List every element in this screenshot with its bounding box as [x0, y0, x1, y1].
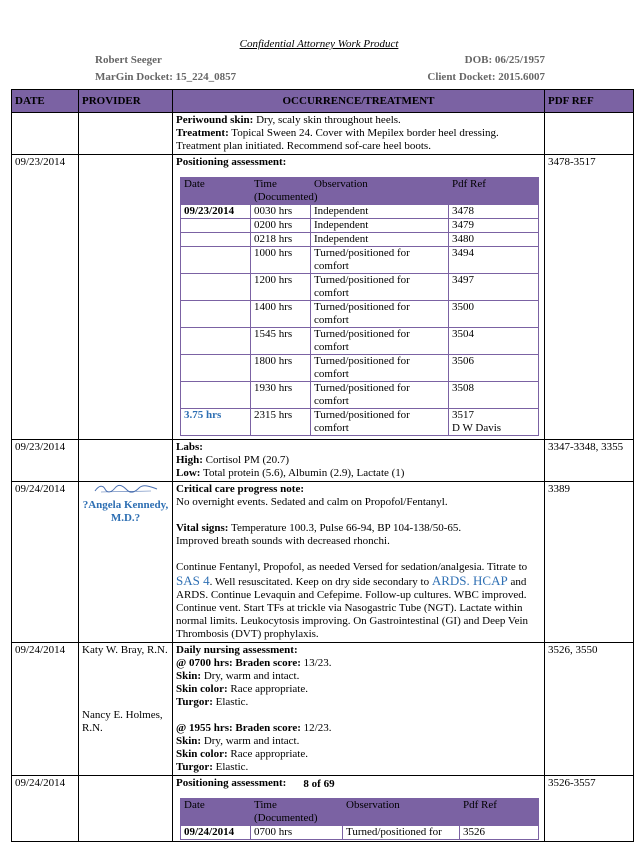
text: 12/23. [300, 722, 332, 734]
pdf-ref: 3504 [449, 328, 539, 355]
time: 0030 hrs [251, 205, 311, 219]
row-provider [79, 113, 173, 155]
duration: 3.75 hrs [181, 409, 251, 436]
text: Improved breath sounds with decreased rhonchi. [176, 535, 390, 547]
provider-name: Nancy E. Holmes, R.N. [82, 709, 163, 734]
observation: Turned/positioned for comfort [311, 355, 449, 382]
sub-header-pdf-ref: Pdf Ref [460, 799, 539, 826]
row-occurrence [173, 113, 545, 155]
observation: Independent [311, 219, 449, 233]
label: Skin: [176, 735, 202, 747]
section-title: Critical care progress note: [176, 483, 304, 495]
subtable-row [181, 826, 539, 840]
pdf-ref: 3479 [449, 219, 539, 233]
row-date [12, 113, 79, 155]
observation: Turned/positioned for comfort [311, 301, 449, 328]
row-occurrence [173, 643, 545, 776]
table-row [12, 643, 634, 776]
col-occurrence-header: OCCURRENCE/TREATMENT [173, 90, 545, 113]
subtable-row [181, 301, 539, 328]
row-pdf-ref: 3389 [545, 482, 634, 643]
sub-header-date: Date [181, 178, 251, 205]
col-date-header: DATE [12, 90, 79, 113]
time: 0200 hrs [251, 219, 311, 233]
pdf-ref: 3480 [449, 233, 539, 247]
label: @ 1955 hrs: Braden score: [176, 722, 301, 734]
text: Temperature 100.3, Pulse 66-94, BP 104-138/50-65. [228, 522, 462, 534]
table-header-row [12, 90, 634, 113]
table-row [12, 440, 634, 482]
row-date: 09/24/2014 [12, 776, 79, 842]
label: Skin: [176, 670, 202, 682]
col-pdf-header: PDF REF [545, 90, 634, 113]
text: Dry, warm and intact. [201, 670, 300, 682]
subtable-row [181, 219, 539, 233]
row-date: 09/23/2014 [12, 440, 79, 482]
row-occurrence [173, 482, 545, 643]
subtable-row [181, 274, 539, 301]
observation: Turned/positioned for comfort [311, 382, 449, 409]
observation: Independent [311, 233, 449, 247]
subtable-row [181, 205, 539, 219]
pdf-ref: 3494 [449, 247, 539, 274]
subtable-row [181, 233, 539, 247]
patient-dob: DOB: 06/25/1957 [464, 54, 545, 66]
positioning-subtable [180, 177, 539, 436]
text: Total protein (5.6), Albumin (2.9), Lactate (1) [200, 467, 405, 479]
row-provider [79, 440, 173, 482]
date [181, 233, 251, 247]
time: 0700 hrs [251, 826, 343, 840]
date [181, 328, 251, 355]
label: Skin color: [176, 683, 228, 695]
provider-name: Katy W. Bray, R.N. [82, 644, 168, 656]
section-title: Positioning assessment: [176, 156, 287, 168]
time: 1545 hrs [251, 328, 311, 355]
time: 1000 hrs [251, 247, 311, 274]
row-date: 09/23/2014 [12, 155, 79, 440]
row-pdf-ref [545, 113, 634, 155]
page-number: 8 of 69 [303, 778, 335, 790]
sub-header-time: Time (Documented) [251, 178, 311, 205]
label: Skin color: [176, 748, 228, 760]
observation: Independent [311, 205, 449, 219]
subtable-body [181, 205, 539, 409]
text: Race appropriate. [227, 748, 308, 760]
subtable-row [181, 382, 539, 409]
subtable-header [181, 178, 539, 205]
pdf-ref: 3497 [449, 274, 539, 301]
text: Topical Sween 24. Cover with Mepilex border heel dressing. [228, 127, 499, 139]
date: 09/24/2014 [181, 826, 251, 840]
label: @ 0700 hrs: Braden score: [176, 657, 301, 669]
positioning-subtable [180, 798, 539, 840]
row-pdf-ref: 3526-3557 [545, 776, 634, 842]
date [181, 301, 251, 328]
pdf-ref: 3526 [460, 826, 539, 840]
label: Low: [176, 467, 201, 479]
patient-name: Robert Seeger [95, 54, 162, 66]
plan-paragraph: Continue Fentanyl, Propofol, as needed Versed for sedation/analgesia. Titrate to SAS 4. Well resuscitated. Keep on dry side secondary to ARDS. HCAP and ARDS. Continue Levaquin and Cefepime. Follow-up cultures. WBC improved. Continue vent. Start TFs at trickle via Nasogastric Tube (NGT). Lactate within normal limits. Leukocytosis improving. On Gastrointestinal (GI) and Deep Vein Thrombosis (DVT) prophylaxis. [176, 561, 529, 640]
signature-image [93, 483, 159, 495]
text: Dry, warm and intact. [201, 735, 300, 747]
row-provider [79, 482, 173, 643]
row-occurrence [173, 155, 545, 440]
row-provider [79, 155, 173, 440]
row-date: 09/24/2014 [12, 482, 79, 643]
provider-name: ?Angela Kennedy, M.D.? [82, 499, 169, 524]
observation: Turned/positioned for comfort [311, 247, 449, 274]
sub-header-pdf-ref: Pdf Ref [449, 178, 539, 205]
chronology-table [11, 89, 634, 842]
label: High: [176, 454, 203, 466]
subtable-row [181, 328, 539, 355]
observation: Turned/positioned for comfort [311, 409, 449, 436]
date [181, 274, 251, 301]
table-row [12, 113, 634, 155]
time: 1400 hrs [251, 301, 311, 328]
pdf-ref: 3478 [449, 205, 539, 219]
table-row [12, 155, 634, 440]
date [181, 219, 251, 233]
observation: Turned/positioned for comfort [311, 328, 449, 355]
text: Elastic. [212, 761, 249, 773]
pdf-ref: 3506 [449, 355, 539, 382]
table-row [12, 482, 634, 643]
subtable-row [181, 355, 539, 382]
text: Treatment plan initiated. Recommend sof-care heel boots. [176, 140, 431, 152]
time: 1800 hrs [251, 355, 311, 382]
subtable-row [181, 247, 539, 274]
sas-link[interactable]: SAS 4 [176, 573, 210, 588]
header-line-2 [95, 71, 545, 83]
row-provider [79, 643, 173, 776]
label: Treatment: [176, 127, 229, 139]
label: Turgor: [176, 761, 213, 773]
text: Cortisol PM (20.7) [202, 454, 290, 466]
col-provider-header: PROVIDER [79, 90, 173, 113]
sub-header-observation: Observation [343, 799, 460, 826]
row-pdf-ref: 3526, 3550 [545, 643, 634, 776]
header-line-1 [95, 54, 545, 66]
text: Elastic. [212, 696, 249, 708]
text: Race appropriate. [227, 683, 308, 695]
time: 1930 hrs [251, 382, 311, 409]
sub-header-time: Time (Documented) [251, 799, 343, 826]
section-title: Positioning assessment: [176, 777, 287, 789]
time: 1200 hrs [251, 274, 311, 301]
client-docket: Client Docket: 2015.6007 [427, 71, 545, 83]
label: Vital signs: [176, 522, 229, 534]
label: Periwound skin: [176, 114, 254, 126]
margin-docket: MarGin Docket: 15_224_0857 [95, 71, 237, 83]
row-pdf-ref: 3347-3348, 3355 [545, 440, 634, 482]
pdf-ref: 3517 D W Davis [449, 409, 539, 436]
pdf-ref: 3500 [449, 301, 539, 328]
section-title: Labs: [176, 441, 203, 453]
confidential-banner: Confidential Attorney Work Product [239, 38, 399, 50]
subtable-header [181, 799, 539, 826]
date [181, 247, 251, 274]
date: 09/23/2014 [181, 205, 251, 219]
observation: Turned/positioned for comfort [311, 274, 449, 301]
row-date: 09/24/2014 [12, 643, 79, 776]
text: 13/23. [300, 657, 332, 669]
text: Dry, scaly skin throughout heels. [253, 114, 401, 126]
observation: Turned/positioned for [343, 826, 460, 840]
pdf-ref: 3508 [449, 382, 539, 409]
date [181, 355, 251, 382]
ards-link[interactable]: ARDS [431, 573, 467, 588]
time: 0218 hrs [251, 233, 311, 247]
row-occurrence [173, 440, 545, 482]
subtable-row [181, 409, 539, 436]
date [181, 382, 251, 409]
sub-header-date: Date [181, 799, 251, 826]
label: Turgor: [176, 696, 213, 708]
text: No overnight events. Sedated and calm on Propofol/Fentanyl. [176, 496, 448, 508]
row-pdf-ref: 3478-3517 [545, 155, 634, 440]
section-title: Daily nursing assessment: [176, 644, 298, 656]
hcap-link[interactable]: HCAP [473, 573, 508, 588]
time: 2315 hrs [251, 409, 311, 436]
sub-header-observation: Observation [311, 178, 449, 205]
